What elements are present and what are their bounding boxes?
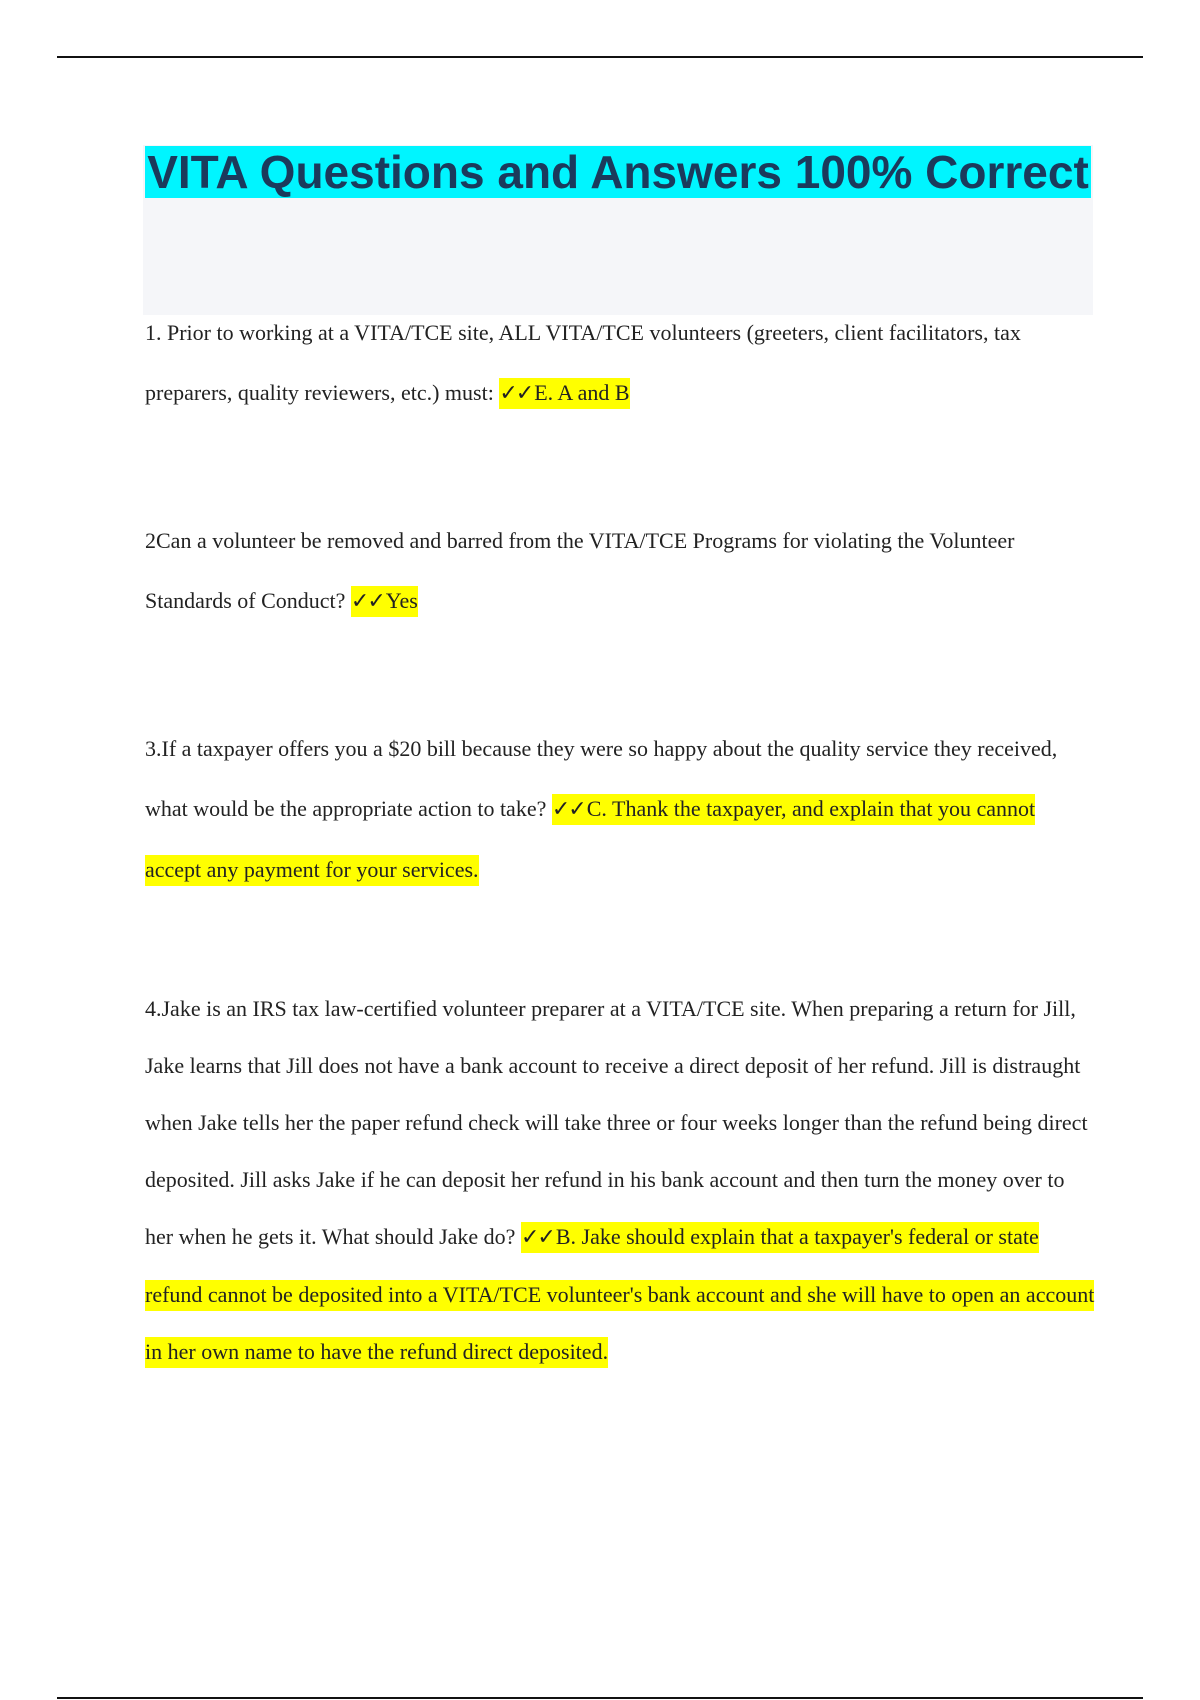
question-4-text: 4.Jake is an IRS tax law-certified volunteer preparer at a VITA/TCE site. When preparing a return for Jill, Jake learns that Jill does not have a bank account to receive a direct deposit of her refund. Jill is distraught when Jake tells her the paper refund check will take three or four weeks longer than the refund being direct deposited. Jill asks Jake if he can deposit her refund in his bank account and then turn the money over to her when he gets it. What should Jake do? <box>145 996 1088 1249</box>
answer-1-text: E. A and B <box>534 380 630 405</box>
question-3-text: 3.If a taxpayer offers you a $20 bill because they were so happy about the quality service they received, what would be the appropriate action to take? <box>145 736 1058 821</box>
question-3 <box>145 719 1095 900</box>
question-1 <box>145 303 1095 424</box>
answer-3-text: C. Thank the taxpayer, and explain that you cannot accept any payment for your services. <box>145 796 1036 882</box>
answer-4-text: B. Jake should explain that a taxpayer's federal or state refund cannot be deposited into a VITA/TCE volunteer's bank account and she will have to open an account in her own name to have the refund direct deposited. <box>145 1224 1095 1364</box>
answer-1 <box>499 378 629 409</box>
bottom-rule <box>57 1697 1143 1699</box>
question-2 <box>145 511 1095 632</box>
double-check-icon: ✓✓ <box>551 797 585 822</box>
double-check-icon: ✓✓ <box>350 589 384 614</box>
double-check-icon: ✓✓ <box>499 381 533 406</box>
question-2-text: 2Can a volunteer be removed and barred from the VITA/TCE Programs for violating the Volunteer Standards of Conduct? <box>145 528 1015 613</box>
double-check-icon: ✓✓ <box>520 1225 554 1250</box>
answer-2 <box>351 586 418 617</box>
question-1-text: 1. Prior to working at a VITA/TCE site, ALL VITA/TCE volunteers (greeters, client facilitators, tax preparers, quality reviewers, etc.) must: <box>145 320 1021 405</box>
answer-2-text: Yes <box>385 588 418 613</box>
page-title: VITA Questions and Answers 100% Correct <box>147 146 1089 198</box>
question-4 <box>145 980 1095 1380</box>
title-banner <box>143 145 1093 315</box>
top-rule <box>57 56 1143 58</box>
